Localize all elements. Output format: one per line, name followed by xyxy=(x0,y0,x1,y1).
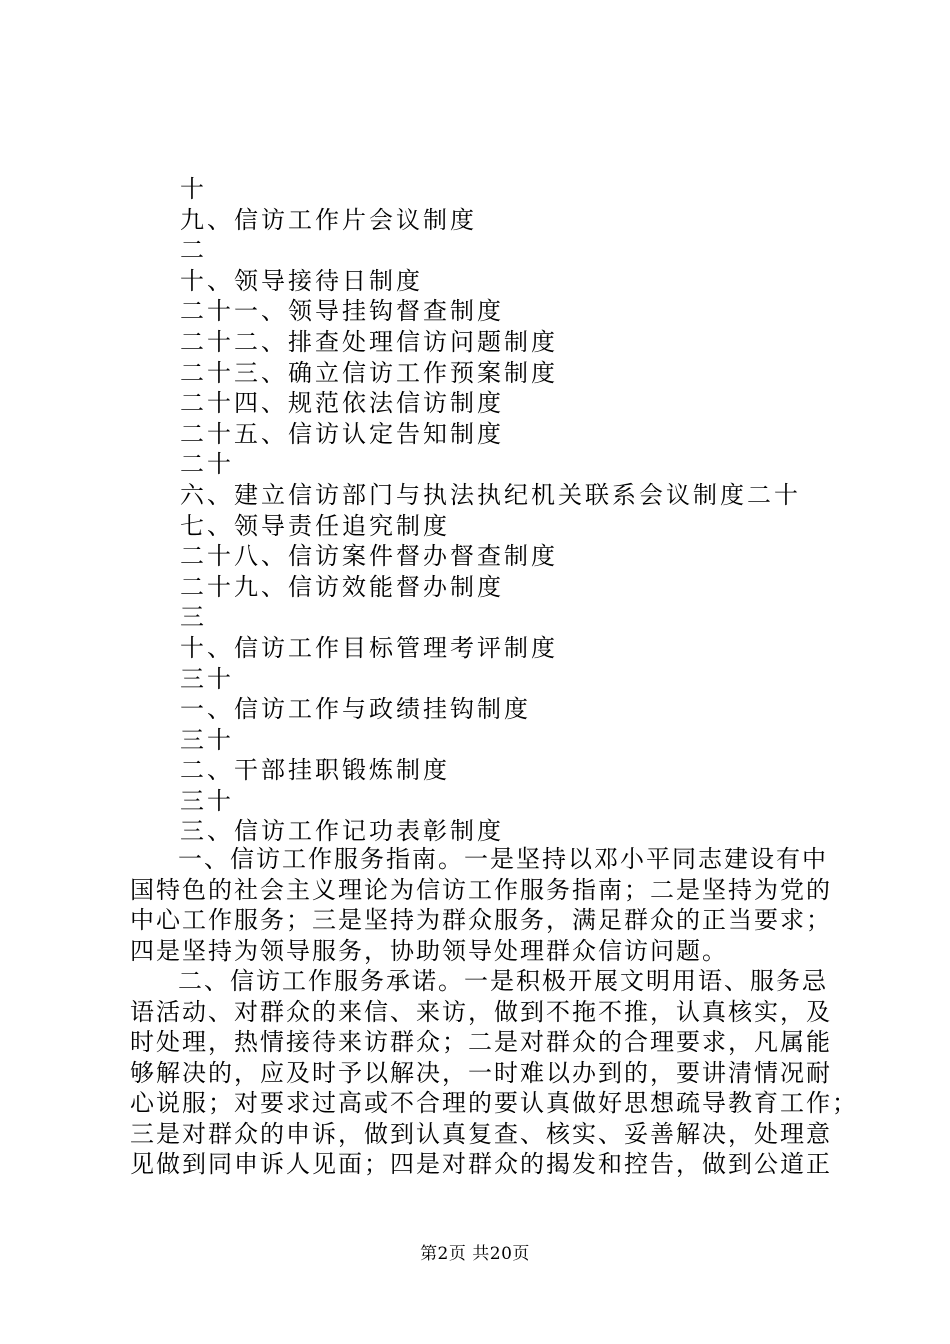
paragraph-line: 见做到同申诉人见面；四是对群众的揭发和控告，做到公道正 xyxy=(130,1150,832,1178)
toc-line: 二十一、领导挂钩督查制度 xyxy=(180,297,504,326)
toc-line: 二十二、排查处理信访问题制度 xyxy=(180,327,558,356)
toc-line: 一、信访工作与政绩挂钩制度 xyxy=(180,695,531,724)
paragraph-line: 语活动、对群众的来信、来访，做到不拖不推，认真核实，及 xyxy=(130,997,832,1026)
paragraph-line: 三是对群众的申诉，做到认真复查、核实、妥善解决，处理意 xyxy=(130,1119,832,1148)
paragraph-line: 够解决的，应及时予以解决，一时难以办到的，要讲清情况耐 xyxy=(130,1058,832,1087)
toc-line: 三十 xyxy=(180,725,234,754)
toc-line: 二 xyxy=(180,236,207,265)
toc-line: 二十九、信访效能督办制度 xyxy=(180,572,504,601)
toc-line: 二十三、确立信访工作预案制度 xyxy=(180,358,558,387)
paragraph-line: 中心工作服务；三是坚持为群众服务，满足群众的正当要求； xyxy=(130,906,832,934)
toc-line: 三十 xyxy=(180,664,234,693)
toc-line: 二十 xyxy=(180,450,234,479)
paragraph-service-guide xyxy=(130,844,835,966)
toc-line: 七、领导责任追究制度 xyxy=(180,511,450,540)
toc-line: 十 xyxy=(180,175,207,203)
page-number-footer: 第2页 共20页 xyxy=(420,1244,530,1264)
toc-line: 十、信访工作目标管理考评制度 xyxy=(180,633,558,662)
toc-line: 十、领导接待日制度 xyxy=(180,266,423,295)
paragraph-service-commitment xyxy=(130,966,858,1180)
paragraph-line: 二、信访工作服务承诺。一是积极开展文明用语、服务忌 xyxy=(178,967,828,995)
paragraph-line: 心说服；对要求过高或不合理的要认真做好思想疏导教育工作； xyxy=(130,1089,858,1117)
toc-line: 六、建立信访部门与执法执纪机关联系会议制度二十 xyxy=(180,480,801,509)
paragraph-line: 时处理，热情接待来访群众；二是对群众的合理要求，凡属能 xyxy=(130,1028,832,1056)
paragraph-line: 一、信访工作服务指南。一是坚持以邓小平同志建设有中 xyxy=(178,845,828,873)
paragraph-line: 四是坚持为领导服务，协助领导处理群众信访问题。 xyxy=(130,936,728,965)
paragraph-line: 国特色的社会主义理论为信访工作服务指南；二是坚持为党的 xyxy=(130,875,832,904)
toc-line: 二、干部挂职锻炼制度 xyxy=(180,756,450,785)
toc-line: 二十五、信访认定告知制度 xyxy=(180,419,504,448)
toc-line: 三、信访工作记功表彰制度 xyxy=(180,817,504,846)
table-of-contents xyxy=(180,174,801,847)
toc-line: 九、信访工作片会议制度 xyxy=(180,205,477,234)
body-text xyxy=(130,844,858,1180)
toc-line: 二十八、信访案件督办督查制度 xyxy=(180,542,558,571)
toc-line: 三十 xyxy=(180,786,234,815)
toc-line: 三 xyxy=(180,603,207,632)
toc-line: 二十四、规范依法信访制度 xyxy=(180,389,504,418)
